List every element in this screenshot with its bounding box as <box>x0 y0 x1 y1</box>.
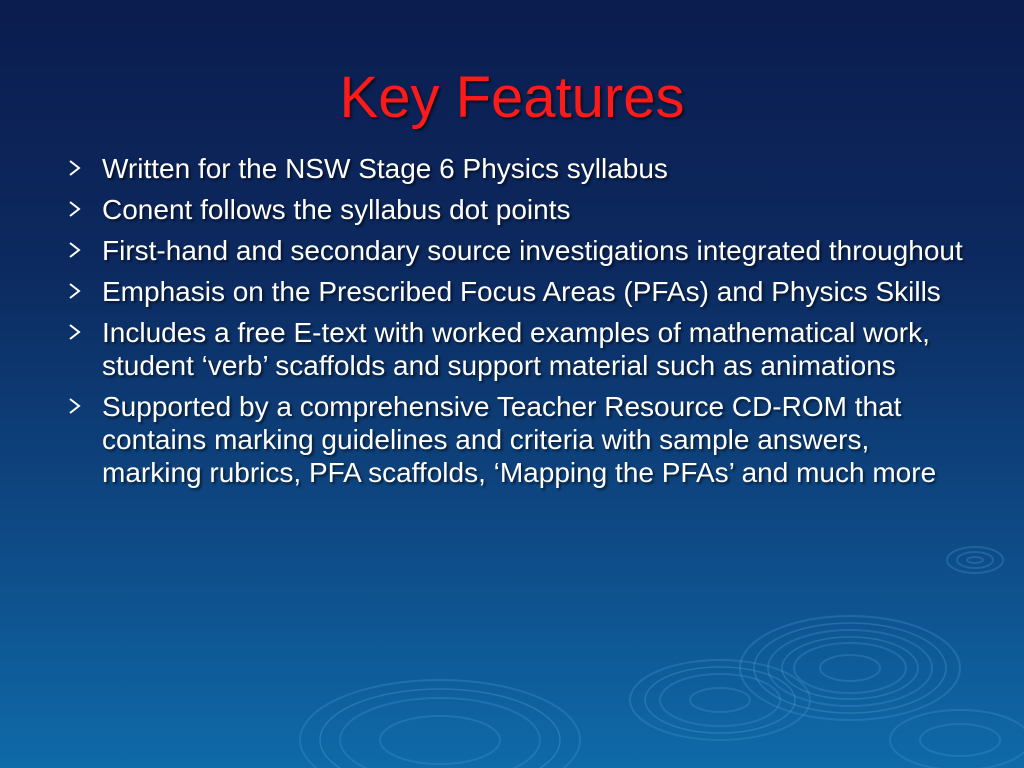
bullet-item <box>64 193 964 226</box>
bullet-item <box>64 390 964 489</box>
bullet-item <box>64 275 964 308</box>
bullet-list <box>64 152 964 497</box>
chevron-right-icon <box>68 397 82 415</box>
slide-title: Key Features <box>339 65 685 130</box>
chevron-right-icon <box>68 159 82 177</box>
bullet-item <box>64 234 964 267</box>
bullet-text: First-hand and secondary source investigations integrated throughout <box>102 235 963 266</box>
chevron-right-icon <box>68 200 82 218</box>
bullet-text: Emphasis on the Prescribed Focus Areas (PFAs) and Physics Skills <box>102 276 941 307</box>
bullet-text: Includes a free E-text with worked examples of mathematical work, student ‘verb’ scaffolds and support material such as animations <box>102 317 930 381</box>
bullet-item <box>64 316 964 382</box>
bullet-text: Written for the NSW Stage 6 Physics syllabus <box>102 153 668 184</box>
chevron-right-icon <box>68 241 82 259</box>
bullet-item <box>64 152 964 185</box>
bullet-text: Supported by a comprehensive Teacher Resource CD-ROM that contains marking guidelines and criteria with sample answers, marking rubrics, PFA scaffolds, ‘Mapping the PFAs’ and much more <box>102 391 937 488</box>
chevron-right-icon <box>68 282 82 300</box>
chevron-right-icon <box>68 323 82 341</box>
bullet-text: Conent follows the syllabus dot points <box>102 194 571 225</box>
